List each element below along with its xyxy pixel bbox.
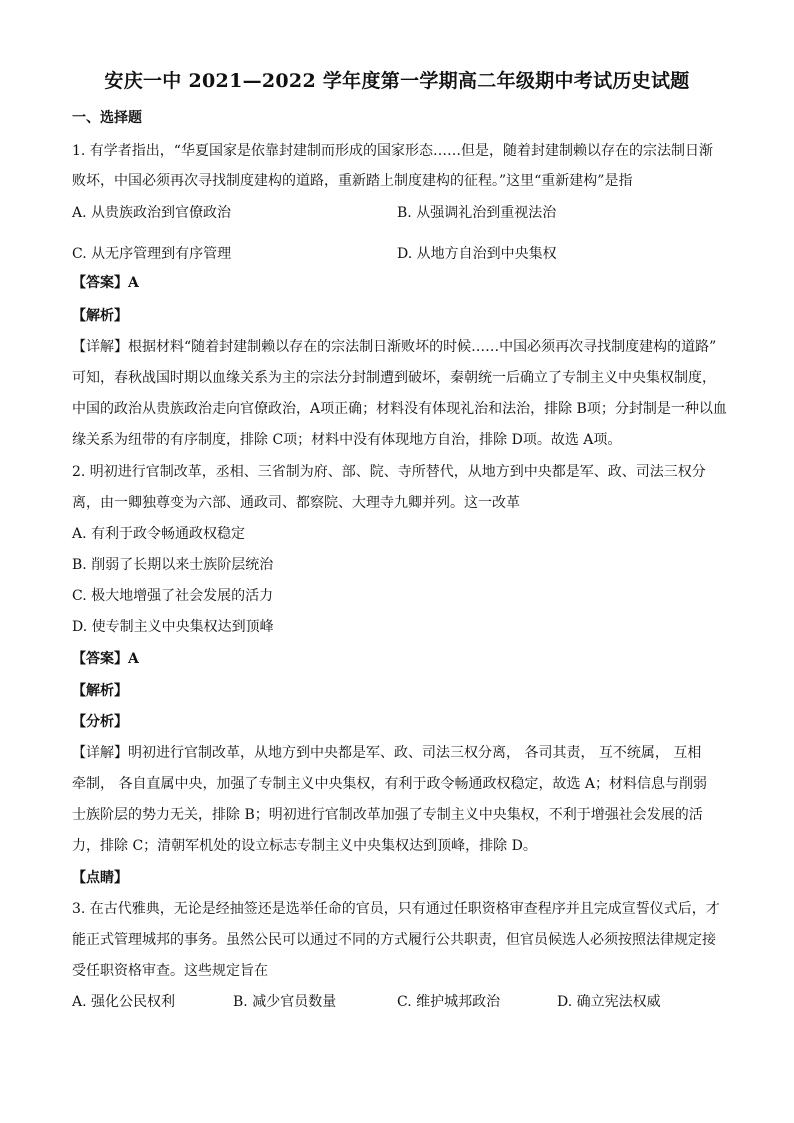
q3-option-a: A. 强化公民权利: [72, 994, 176, 1010]
q1-detail-line: 【详解】根据材料“随着封建制赖以存在的宗法制日渐败坏的时候……中国必须再次寻找制度建构的道路”: [72, 339, 717, 355]
q3-stem-line: 能正式管理城邦的事务。虽然公民可以通过不同的方式履行公共职责，但官员候选人必须按照法律规定接: [72, 932, 716, 948]
q1-detail-line: 可知，春秋战国时期以血缘关系为主的宗法分封制遭到破坏，秦朝统一后确立了专制主义中央集权制度，: [72, 370, 716, 386]
q2-detail-line: 牵制， 各自直属中央，加强了专制主义中央集权，有利于政令畅通政权稳定，故选 A；材料信息与削弱: [72, 776, 708, 792]
q2-highlight-label: 【点睛】: [72, 870, 128, 886]
q2-stem-line: 2. 明初进行官制改革，丞相、三省制为府、部、院、寺所替代，从地方到中央都是军、政、司法三权分: [72, 464, 706, 480]
q2-analysis-sub: 【分析】: [72, 714, 128, 730]
q3-stem-line: 受任职资格审查。这些规定旨在: [72, 963, 268, 979]
page-title: 安庆一中 2021—2022 学年度第一学期高二年级期中考试历史试题: [104, 70, 690, 92]
q2-option-c: C. 极大地增强了社会发展的活力: [72, 588, 274, 604]
q1-analysis-label: 【解析】: [72, 308, 128, 324]
q1-option-b: B. 从强调礼治到重视法治: [397, 205, 557, 221]
q3-stem-line: 3. 在古代雅典，无论是经抽签还是选举任命的官员，只有通过任职资格审查程序并且完成宣誓仪式后，才: [72, 901, 720, 917]
q1-option-d: D. 从地方自治到中央集权: [397, 246, 557, 262]
q3-option-c: C. 维护城邦政治: [397, 994, 501, 1010]
q1-option-c: C. 从无序管理到有序管理: [72, 246, 232, 262]
q2-detail-line: 力，排除 C；清朝军机处的设立标志专制主义中央集权达到顶峰，排除 D。: [72, 838, 537, 854]
q3-option-b: B. 减少官员数量: [233, 994, 337, 1010]
q2-detail-line: 士族阶层的势力无关，排除 B；明初进行官制改革加强了专制主义中央集权，不利于增强社会发展的活: [72, 807, 703, 823]
q1-answer: 【答案】A: [72, 275, 139, 291]
q2-detail-line: 【详解】明初进行官制改革，从地方到中央都是军、政、司法三权分离， 各司其责， 互不统属， 互相: [72, 745, 702, 761]
q3-option-d: D. 确立宪法权威: [557, 994, 661, 1010]
q2-analysis-label: 【解析】: [72, 683, 128, 699]
q2-answer: 【答案】A: [72, 651, 139, 667]
section-heading: 一、选择题: [72, 110, 142, 126]
q1-stem-line: 1. 有学者指出，“华夏国家是依靠封建制而形成的国家形态……但是，随着封建制赖以存在的宗法制日渐: [72, 143, 713, 159]
q1-detail-line: 缘关系为纽带的有序制度，排除 C项；材料中没有体现地方自治，排除 D项。故选 A项。: [72, 432, 622, 448]
q2-option-b: B. 削弱了长期以来士族阶层统治: [72, 557, 274, 573]
q1-stem-line: 败坏，中国必须再次寻找制度建构的道路，重新踏上制度建构的征程。”这里“重新建构”是指: [72, 173, 633, 189]
q2-option-a: A. 有利于政令畅通政权稳定: [72, 526, 246, 542]
q2-stem-line: 离，由一卿独尊变为六部、通政司、都察院、大理寺九卿并列。这一改革: [72, 495, 520, 511]
q1-option-a: A. 从贵族政治到官僚政治: [72, 205, 232, 221]
q2-option-d: D. 使专制主义中央集权达到顶峰: [72, 619, 274, 635]
q1-detail-line: 中国的政治从贵族政治走向官僚政治，A项正确；材料没有体现礼治和法治，排除 B项；分封制是一种以血: [72, 401, 727, 417]
